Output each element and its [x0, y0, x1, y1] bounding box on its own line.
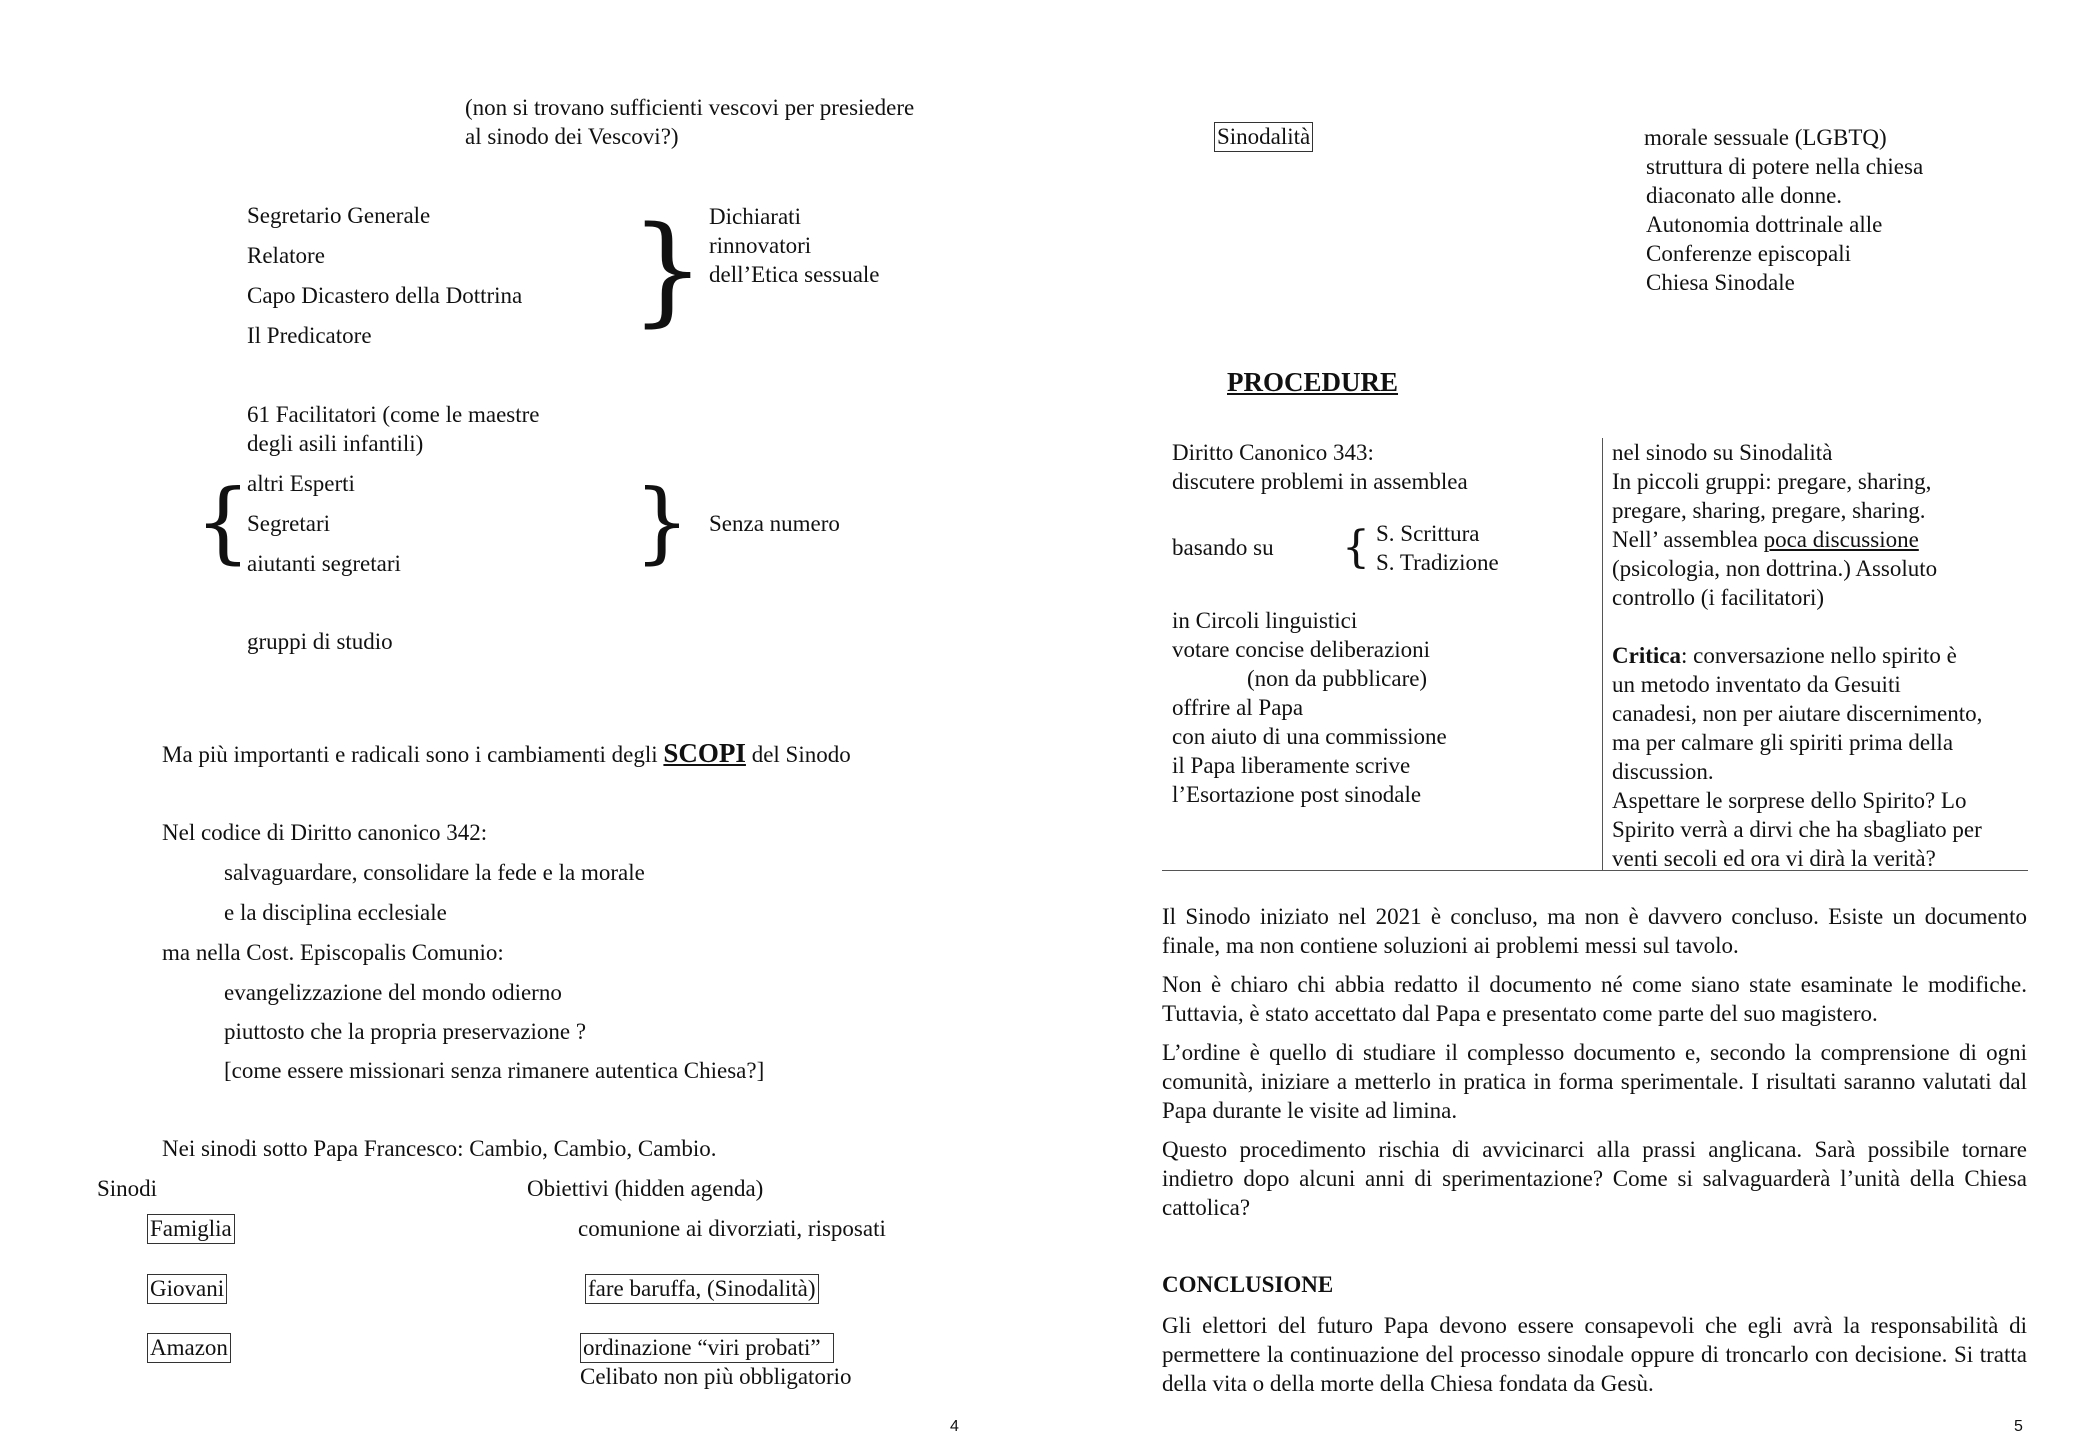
- proc-step: offrire al Papa: [1172, 695, 1304, 720]
- study-groups: gruppi di studio: [247, 629, 393, 654]
- intro-line: al sinodo dei Vescovi?): [465, 124, 679, 149]
- synod-objective: comunione ai divorziati, risposati: [578, 1216, 886, 1241]
- critica-label: Critica: [1612, 643, 1681, 668]
- critica-line: un metodo inventato da Gesuiti: [1612, 672, 1901, 697]
- list-item: Autonomia dottrinale alle: [1646, 212, 1883, 237]
- scopi-after: del Sinodo: [745, 742, 851, 767]
- table-divider: [1602, 438, 1603, 870]
- list-item: Relatore: [247, 243, 325, 268]
- assembly-text: Nell’ assemblea: [1612, 527, 1764, 552]
- scopi-sentence: [162, 736, 851, 772]
- list-item: aiutanti segretari: [247, 551, 401, 576]
- scopi-before: Ma più importanti e radicali sono i cambiamenti degli: [162, 742, 664, 767]
- without-number-note: Senza numero: [709, 511, 840, 536]
- objectives-header: Obiettivi (hidden agenda): [527, 1176, 764, 1201]
- cost-line: piuttosto che la propria preservazione ?: [224, 1019, 587, 1044]
- proc-right-line: controllo (i facilitatori): [1612, 585, 1825, 610]
- right-brace-icon: }: [634, 470, 690, 573]
- morale-list: [1644, 123, 1923, 297]
- note-line: dell’Etica sessuale: [709, 262, 880, 287]
- critica-line: canadesi, non per aiutare discernimento,: [1612, 701, 1983, 726]
- critica-text: : conversazione nello spirito è: [1680, 643, 1957, 668]
- note-line: rinnovatori: [709, 233, 812, 258]
- list-item: Chiesa Sinodale: [1646, 270, 1795, 295]
- synod-name: Famiglia: [147, 1214, 235, 1244]
- synod-name: Amazon: [147, 1333, 231, 1363]
- sources-list: [1376, 519, 1499, 577]
- code-intro: Nel codice di Diritto canonico 342:: [162, 820, 488, 845]
- synod-objective-extra: Celibato non più obbligatorio: [580, 1364, 852, 1389]
- left-brace-icon: {: [1342, 522, 1370, 573]
- paragraph: Questo procedimento rischia di avvicinarci alla prassi anglicana. Sarà possibile tornare indietro dopo alcuni anni di sperimentazione? Come si salvaguarderà l’unità della Chiesa cattolica?: [1162, 1137, 2027, 1220]
- list-item: Segretari: [247, 511, 331, 536]
- list-item: morale sessuale (LGBTQ): [1644, 125, 1887, 150]
- conclusion-title: CONCLUSIONE: [1162, 1272, 1334, 1297]
- facilitators-line: degli asili infantili): [247, 431, 424, 456]
- code-line: e la disciplina ecclesiale: [224, 900, 447, 925]
- proc-line: Diritto Canonico 343:: [1172, 440, 1374, 465]
- proc-step: (non da pubblicare): [1247, 666, 1428, 691]
- page-number: 4: [950, 1418, 959, 1435]
- right-brace-icon: }: [630, 200, 706, 338]
- critica-line: Spirito verrà a dirvi che ha sbagliato per: [1612, 817, 1982, 842]
- list-item: diaconato alle donne.: [1646, 183, 1843, 208]
- critica-line: [1612, 641, 1982, 670]
- proc-right-line: (psicologia, non dottrina.) Assoluto: [1612, 556, 1938, 581]
- paragraph: Non è chiaro chi abbia redatto il documento né come siano state esaminate le modifiche. Tuttavia, è stato accettato dal Papa e presentato come parte del suo magistero.: [1162, 972, 2027, 1026]
- scopi-word: SCOPI: [663, 738, 746, 768]
- little-discussion: poca discussione: [1763, 527, 1919, 552]
- cost-line: evangelizzazione del mondo odierno: [224, 980, 562, 1005]
- procedure-title: PROCEDURE: [1227, 367, 1399, 397]
- proc-step: con aiuto di una commissione: [1172, 724, 1447, 749]
- list-item: struttura di potere nella chiesa: [1646, 154, 1924, 179]
- intro-line: (non si trovano sufficienti vescovi per presiedere: [465, 95, 915, 120]
- proc-left-intro: [1172, 438, 1468, 496]
- list-item: Il Predicatore: [247, 323, 372, 348]
- proc-step: in Circoli linguistici: [1172, 608, 1358, 633]
- officials-list: [247, 200, 522, 360]
- proc-step: votare concise deliberazioni: [1172, 637, 1430, 662]
- page-number: 5: [2014, 1418, 2023, 1435]
- critica-line: Aspettare le sorprese dello Spirito? Lo: [1612, 788, 1967, 813]
- officials-note: [709, 202, 880, 289]
- experts-list: [247, 468, 401, 588]
- synod-name: Giovani: [147, 1274, 227, 1304]
- critica-line: ma per calmare gli spiriti prima della: [1612, 730, 1954, 755]
- list-item: altri Esperti: [247, 471, 355, 496]
- synods-header: Sinodi: [97, 1176, 158, 1201]
- proc-steps: [1172, 606, 1447, 809]
- code-line: salvaguardare, consolidare la fede e la morale: [224, 860, 645, 885]
- list-item: Capo Dicastero della Dottrina: [247, 283, 523, 308]
- proc-right-line: [1612, 525, 1982, 554]
- list-item: Conferenze episcopali: [1646, 241, 1851, 266]
- conclusion-text: Gli elettori del futuro Papa devono essere consapevoli che egli avrà la responsabilità di permettere la continuazione del processo sinodale oppure di troncarlo con decisione. Si tratta della vita o della morte della Chiesa fondata da Gesù.: [1162, 1313, 2027, 1396]
- synod-objective: fare baruffa, (Sinodalità): [585, 1274, 819, 1304]
- cost-line: [come essere missionari senza rimanere autentica Chiesa?]: [224, 1058, 765, 1083]
- proc-right: [1612, 438, 1982, 873]
- synod-objective: ordinazione “viri probati”: [580, 1333, 834, 1363]
- facilitators: [247, 400, 540, 458]
- source-item: S. Tradizione: [1376, 550, 1499, 575]
- proc-line: discutere problemi in assemblea: [1172, 469, 1468, 494]
- note-line: Dichiarati: [709, 204, 801, 229]
- paragraph: L’ordine è quello di studiare il complesso documento e, secondo la comprensione di ogni comunità, iniziare a metterlo in pratica in forma sperimentale. I risultati saranno valutati dal Papa durante le visite ad limina.: [1162, 1040, 2027, 1123]
- cost-intro: ma nella Cost. Episcopalis Comunio:: [162, 940, 504, 965]
- based-on-label: basando su: [1172, 535, 1274, 560]
- list-item: Segretario Generale: [247, 203, 431, 228]
- critica-line: discussion.: [1612, 759, 1714, 784]
- proc-step: il Papa liberamente scrive: [1172, 753, 1411, 778]
- intro-note: [465, 93, 914, 151]
- proc-right-line: pregare, sharing, pregare, sharing.: [1612, 498, 1926, 523]
- proc-right-line: nel sinodo su Sinodalità: [1612, 440, 1833, 465]
- proc-step: l’Esortazione post sinodale: [1172, 782, 1422, 807]
- critica-line: venti secoli ed ora vi dirà la verità?: [1612, 846, 1936, 871]
- proc-right-line: In piccoli gruppi: pregare, sharing,: [1612, 469, 1932, 494]
- paragraph: Il Sinodo iniziato nel 2021 è concluso, ma non è davvero concluso. Esiste un documento finale, ma non contiene soluzioni ai problemi messi sul tavolo.: [1162, 904, 2027, 958]
- sinodalita-box: Sinodalità: [1214, 122, 1313, 152]
- left-brace-icon: {: [195, 470, 251, 573]
- spacer: [1612, 612, 1982, 641]
- facilitators-line: 61 Facilitatori (come le maestre: [247, 402, 540, 427]
- francesco-line: Nei sinodi sotto Papa Francesco: Cambio, Cambio, Cambio.: [162, 1136, 717, 1161]
- source-item: S. Scrittura: [1376, 521, 1480, 546]
